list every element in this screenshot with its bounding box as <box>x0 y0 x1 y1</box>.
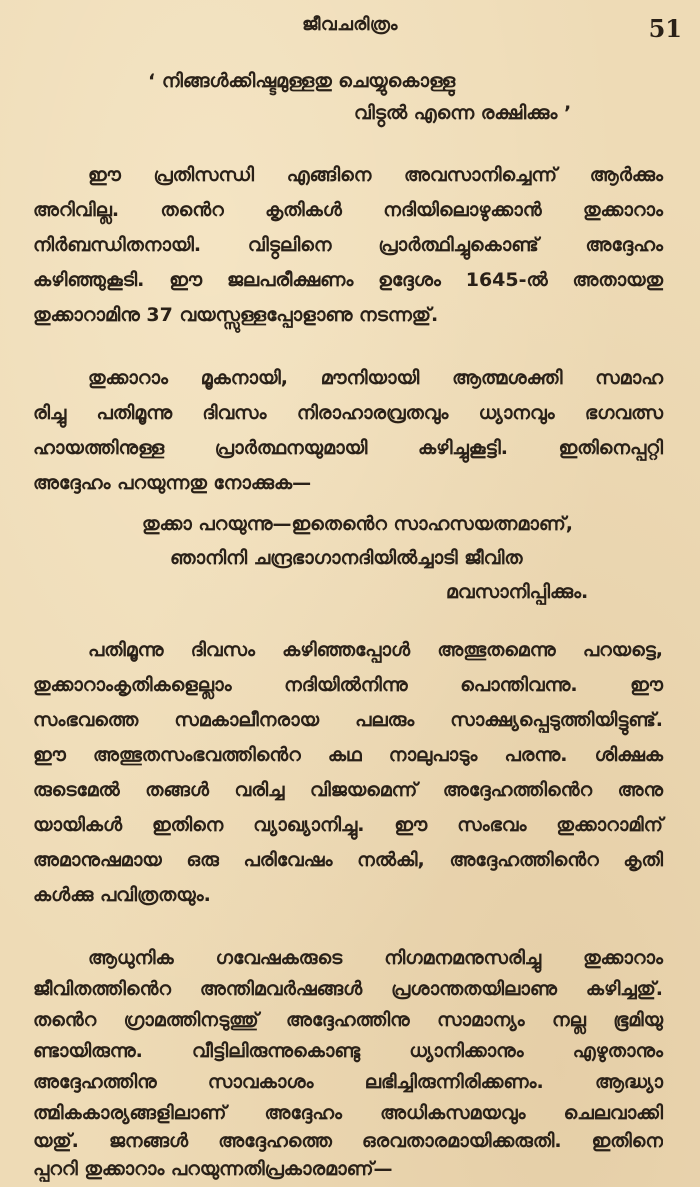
para4-line: ആധുനിക ഗവേഷകരുടെ നിഗമനമനുസരിച്ചു തുക്കാറാം <box>88 947 663 969</box>
para2-line: ഹായത്തിനുള്ള പ്രാർത്ഥനയുമായി കഴിച്ചുകൂട്ടി. ഇതിനെപ്പറ്റി <box>33 437 663 459</box>
para1-line: അറിവില്ല. തൻെറ കൃതികൾ നദിയിലൊഴുക്കാൻ തുക്കാറാം <box>33 199 663 221</box>
quote1-line1: ‘ നിങ്ങൾക്കിഷ്ടമുള്ളതു ചെയ്യുകൊള്ളു <box>148 70 456 92</box>
para1-line: കഴിഞ്ഞുകൂടി. ഈ ജലപരീക്ഷണം ഉദ്ദേശം 1645-ൽ അതായതു <box>33 269 663 291</box>
para2-line: അദ്ദേഹം പറയുന്നതു നോക്കുക— <box>33 472 312 494</box>
para3-line: യായികൾ ഇതിനെ വ്യാഖ്യാനിച്ചു. ഈ സംഭവം തുക്കാറാമിന് <box>33 814 663 836</box>
para3-line: കൾക്കു പവിത്രതയും. <box>33 884 211 906</box>
para3-line: അമാനുഷമായ ഒരു പരിവേഷം നൽകി, അദ്ദേഹത്തിൻെറ കൃതി <box>33 849 663 871</box>
para4-line: യതു്. ജനങ്ങൾ അദ്ദേഹത്തെ ഒരവതാരമായിക്കരുതി. ഇതിനെ <box>33 1130 663 1152</box>
para3-line: തുക്കാറാംകൃതികളെല്ലാം നദിയിൽനിന്നു പൊന്തിവന്നു. ഈ <box>33 674 663 696</box>
para1-line: ഈ പ്രതിസന്ധി എങ്ങിനെ അവസാനിച്ചെന്ന് ആർക്കും <box>88 164 663 186</box>
quote2-line3: മവസാനിപ്പിക്കും. <box>446 581 589 603</box>
para1-line: നിർബന്ധിതനായി. വിട്ഠലിനെ പ്രാർത്ഥിച്ചുകൊണ്ട് അദ്ദേഹം <box>33 234 663 256</box>
quote2-line1: തുക്കാ പറയുന്നു—ഇതെൻെറ സാഹസയത്നമാണ്, <box>142 513 573 535</box>
para4-line: ത്മികകാര്യങ്ങളിലാണ് അദ്ദേഹം അധികസമയവും ചെലവാക്കി <box>33 1102 663 1124</box>
para3-line: സംഭവത്തെ സമകാലീനരായ പലരും സാക്ഷ്യപ്പെടുത്തിയിട്ടുണ്ട്. <box>33 709 663 731</box>
para4-line: ജീവിതത്തിൻെറ അന്തിമവർഷങ്ങൾ പ്രശാന്തതയിലാണു കഴിച്ചതു്. <box>33 978 663 1000</box>
para3-line: രുടെമേൽ തങ്ങൾ വരിച്ച വിജയമെന്ന് അദ്ദേഹത്തിൻെറ അനു <box>33 779 663 801</box>
para1-line: തുക്കാറാമിനു 37 വയസ്സുള്ളപ്പോളാണു നടന്നതു്. <box>33 304 439 326</box>
para4-line: പ്പററി തുക്കാറാം പറയുന്നതിപ്രകാരമാണ്— <box>33 1158 393 1180</box>
para2-line: തുക്കാറാം മൂകനായി, മൗനിയായി ആത്മശക്തി സമാഹ <box>88 367 663 389</box>
para3-line: ഈ അത്ഭുതസംഭവത്തിൻെറ കഥ നാലുപാടും പരന്നു. ശിക്ഷക <box>33 744 663 766</box>
para3-line: പതിമൂന്നു ദിവസം കഴിഞ്ഞപ്പോൾ അത്ഭുതമെന്നു പറയട്ടെ, <box>88 639 663 661</box>
para4-line: ണ്ടായിരുന്നു. വീട്ടിലിരുന്നുകൊണ്ടു ധ്യാനിക്കാനും എഴുതാനും <box>33 1040 663 1062</box>
page-number: 51 <box>648 14 682 43</box>
para4-line: തൻെറ ഗ്രാമത്തിനടുത്തു് അദ്ദേഹത്തിനു സാമാന്യം നല്ല ഭൂമിയു <box>33 1009 663 1031</box>
quote1-line2: വിട്ഠൽ എന്നെ രക്ഷിക്കും ’ <box>354 102 572 124</box>
quote2-line2: ഞാനിനി ചന്ദ്രഭാഗാനദിയിൽച്ചാടി ജീവിത <box>170 547 523 569</box>
para2-line: രിച്ചു പതിമൂന്നു ദിവസം നിരാഹാരവ്രതവും ധ്യാനവും ഭഗവത്സ <box>33 402 663 424</box>
running-title: ജീവചരിത്രം <box>302 14 398 35</box>
para4-line: അദ്ദേഹത്തിനു സാവകാശം ലഭിച്ചിരുന്നിരിക്കണം. ആദ്ധ്യാ <box>33 1071 663 1093</box>
